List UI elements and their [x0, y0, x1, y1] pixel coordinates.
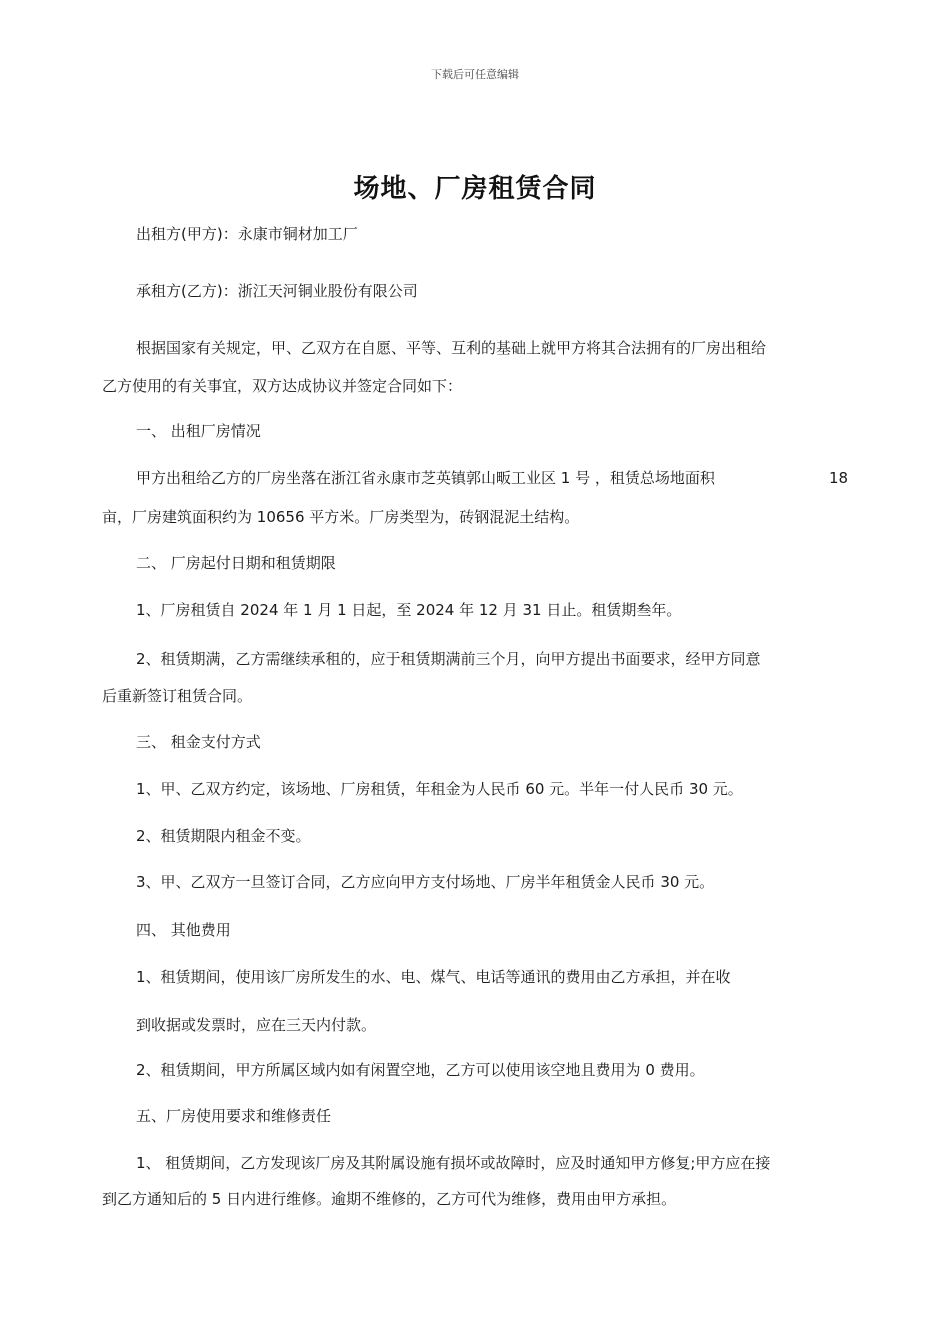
section-4-item-2: 2、租赁期间，甲方所属区域内如有闲置空地，乙方可以使用该空地且费用为 0 费用。: [136, 1061, 705, 1079]
section-2-item-2-line-1: 2、租赁期满，乙方需继续承租的，应于租赁期满前三个月，向甲方提出书面要求，经甲方同意: [136, 650, 761, 668]
section-1-area-value: 18: [829, 469, 849, 487]
section-2-item-1: 1、厂房租赁自 2024 年 1 月 1 日起，至 2024 年 12 月 31 日止。租赁期叁年。: [136, 601, 682, 619]
document-title: 场地、厂房租赁合同: [353, 174, 597, 204]
section-2-item-2-line-2: 后重新签订租赁合同。: [102, 687, 253, 705]
section-2-heading: 二、 厂房起付日期和租赁期限: [136, 554, 336, 572]
lessor-line: 出租方(甲方)：永康市铜材加工厂: [136, 225, 358, 243]
intro-line-2: 乙方使用的有关事宜，双方达成协议并签定合同如下：: [102, 377, 463, 395]
header-note: 下载后可任意编辑: [431, 68, 519, 81]
intro-line-1: 根据国家有关规定，甲、乙双方在自愿、平等、互利的基础上就甲方将其合法拥有的厂房出租给: [136, 339, 767, 357]
section-1-paragraph-line-1: 甲方出租给乙方的厂房坐落在浙江省永康市芝英镇郭山畈工业区 1 号 ，租赁总场地面积: [136, 469, 715, 487]
section-3-item-3: 3、甲、乙双方一旦签订合同，乙方应向甲方支付场地、厂房半年租赁金人民币 30 元。: [136, 873, 715, 891]
section-3-item-1: 1、甲、乙双方约定，该场地、厂房租赁，年租金为人民币 60 元。半年一付人民币 30 元。: [136, 780, 743, 798]
section-3-item-2: 2、租赁期限内租金不变。: [136, 827, 311, 845]
section-1-paragraph-line-2: 亩，厂房建筑面积约为 10656 平方米。厂房类型为，砖钢混泥土结构。: [102, 508, 580, 526]
section-3-heading: 三、 租金支付方式: [136, 733, 261, 751]
section-1-heading: 一、 出租厂房情况: [136, 422, 261, 440]
section-5-item-1-line-1: 1、 租赁期间，乙方发现该厂房及其附属设施有损坏或故障时，应及时通知甲方修复;甲方应在接: [136, 1154, 771, 1172]
lessee-line: 承租方(乙方)：浙江天河铜业股份有限公司: [136, 282, 418, 300]
section-5-heading: 五、厂房使用要求和维修责任: [136, 1107, 332, 1125]
section-5-item-1-line-2: 到乙方通知后的 5 日内进行维修。逾期不维修的，乙方可代为维修，费用由甲方承担。: [102, 1190, 677, 1208]
section-4-item-1-line-2: 到收据或发票时，应在三天内付款。: [136, 1016, 377, 1034]
section-4-heading: 四、 其他费用: [136, 921, 231, 939]
section-4-item-1-line-1: 1、租赁期间，使用该厂房所发生的水、电、煤气、电话等通讯的费用由乙方承担，并在收: [136, 968, 731, 986]
